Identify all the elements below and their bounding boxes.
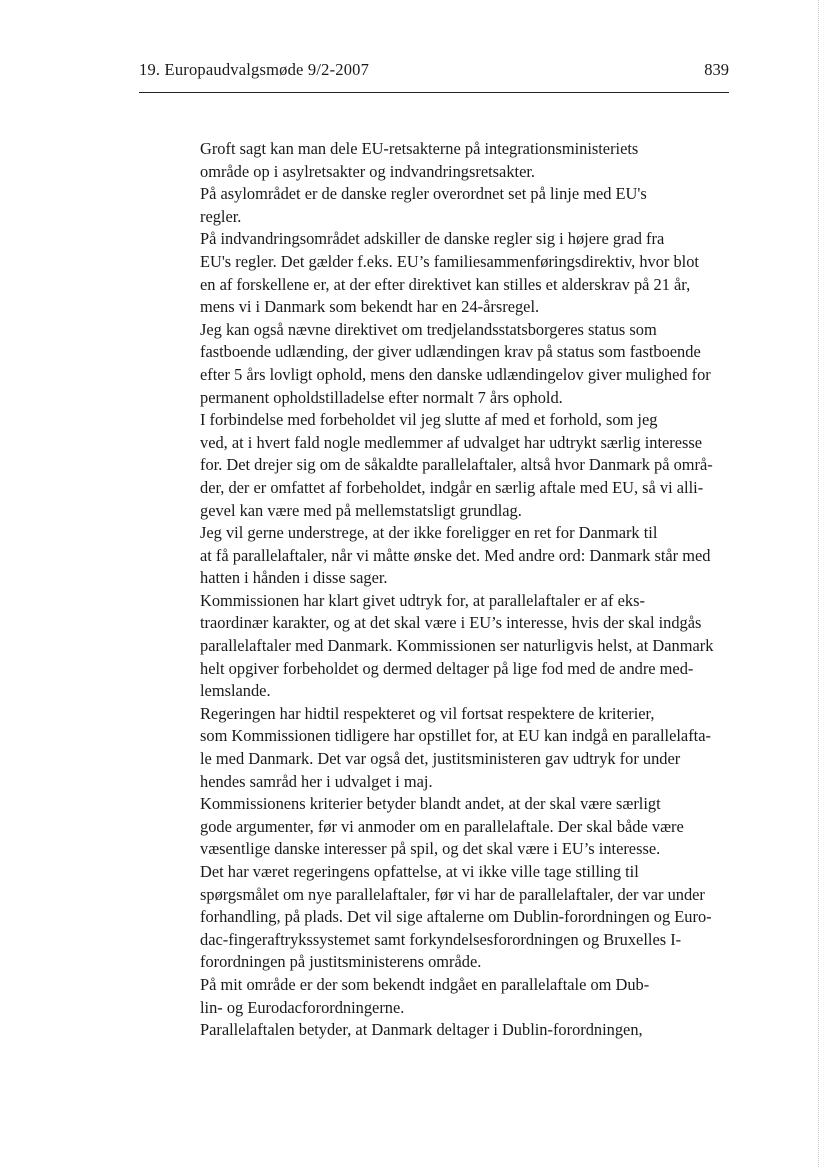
paragraph — [139, 409, 729, 522]
paragraph — [139, 183, 729, 228]
text-line: hendes samråd her i udvalget i maj. — [200, 771, 433, 791]
text-line: en af forskellene er, at der efter direktivet kan stilles et alderskrav på 21 år, — [200, 274, 691, 294]
text-line: område op i asylretsakter og indvandringsretsakter. — [200, 161, 535, 181]
paragraph — [139, 1019, 729, 1042]
header-title: 19. Europaudvalgsmøde 9/2-2007 — [139, 60, 370, 79]
text-line: Jeg kan også nævne direktivet om tredjelandsstatsborgeres status som — [200, 319, 657, 339]
text-line: Regeringen har hidtil respekteret og vil fortsat respektere de kriterier, — [200, 703, 655, 723]
text-line: Kommissionen har klart givet udtryk for, at parallelaftaler er af eks- — [200, 590, 645, 610]
paragraph — [139, 228, 729, 318]
text-line: Det har været regeringens opfattelse, at vi ikke ville tage stilling til — [200, 862, 639, 881]
page-header — [139, 60, 729, 86]
text-line: gode argumenter, før vi anmoder om en parallelaftale. Der skal både være — [200, 816, 684, 836]
text-line: permanent opholdstilladelse efter normalt 7 års ophold. — [200, 387, 563, 407]
scan-edge-line — [817, 0, 819, 1167]
body-text — [139, 138, 729, 1042]
paragraph — [139, 861, 729, 974]
text-line: På mit område er der som bekendt indgået en parallelaftale om Dub- — [200, 974, 650, 994]
page-number: 839 — [704, 60, 729, 79]
text-line: le med Danmark. Det var også det, justitsministeren gav udtryk for under — [200, 749, 681, 769]
text-line: EU's regler. Det gælder f.eks. EU’s familiesammenføringsdirektiv, hvor blot — [200, 251, 699, 271]
paragraph — [139, 319, 729, 409]
text-line: lemslande. — [200, 681, 271, 701]
paragraph — [139, 138, 729, 183]
paragraph — [139, 522, 729, 590]
paragraph — [139, 974, 729, 1019]
text-line: mens vi i Danmark som bekendt har en 24-årsregel. — [200, 297, 540, 317]
text-line: traordinær karakter, og at det skal være i EU’s interesse, hvis der skal indgås — [200, 613, 702, 633]
text-line: På indvandringsområdet adskiller de danske regler sig i højere grad fra — [200, 229, 665, 249]
text-line: gevel kan være med på mellemstatsligt grundlag. — [200, 500, 522, 520]
text-line: helt opgiver forbeholdet og dermed deltager på lige fod med de andre med- — [200, 658, 694, 678]
text-line: Parallelaftalen betyder, at Danmark deltager i Dublin-forordningen, — [200, 1020, 643, 1040]
text-line: forhandling, på plads. Det vil sige aftalerne om Dublin-forordningen og Euro- — [200, 907, 712, 927]
text-line: lin- og Eurodacforordningerne. — [200, 997, 405, 1017]
text-line: regler. — [200, 206, 242, 226]
text-line: I forbindelse med forbeholdet vil jeg slutte af med et forhold, som jeg — [200, 410, 658, 430]
paragraph — [139, 703, 729, 793]
text-line: På asylområdet er de danske regler overordnet set på linje med EU's — [200, 184, 647, 204]
text-line: væsentlige danske interesser på spil, og det skal være i EU’s interesse. — [200, 839, 661, 859]
text-line: hatten i hånden i disse sager. — [200, 568, 388, 588]
text-line: at få parallelaftaler, når vi måtte ønske det. Med andre ord: Danmark står med — [200, 545, 711, 565]
text-line: parallelaftaler med Danmark. Kommissionen ser naturligvis helst, at Danmark — [200, 636, 714, 656]
text-line: forordningen på justitsministerens område. — [200, 952, 482, 972]
text-line: efter 5 års lovligt ophold, mens den danske udlændingelov giver mulighed for — [200, 364, 711, 384]
text-line: Kommissionens kriterier betyder blandt andet, at der skal være særligt — [200, 794, 661, 814]
text-line: Jeg vil gerne understrege, at der ikke foreligger en ret for Danmark til — [200, 523, 658, 543]
text-line: dac-fingeraftrykssystemet samt forkyndelsesforordningen og Bruxelles I- — [200, 929, 682, 949]
text-line: fastboende udlænding, der giver udlændingen krav på status som fastboende — [200, 342, 701, 362]
text-line: for. Det drejer sig om de såkaldte parallelaftaler, altså hvor Danmark på områ- — [200, 455, 713, 475]
text-line: Groft sagt kan man dele EU-retsakterne på integrationsministeriets — [200, 139, 639, 158]
text-line: der, der er omfattet af forbeholdet, indgår en særlig aftale med EU, så vi alli- — [200, 477, 704, 497]
text-line: spørgsmålet om nye parallelaftaler, før vi har de parallelaftaler, der var under — [200, 884, 705, 904]
text-line: ved, at i hvert fald nogle medlemmer af udvalget har udtrykt særlig interesse — [200, 432, 703, 452]
text-line: som Kommissionen tidligere har opstillet for, at EU kan indgå en parallelafta- — [200, 726, 711, 746]
paragraph — [139, 590, 729, 703]
paragraph — [139, 793, 729, 861]
header-divider — [139, 92, 729, 93]
